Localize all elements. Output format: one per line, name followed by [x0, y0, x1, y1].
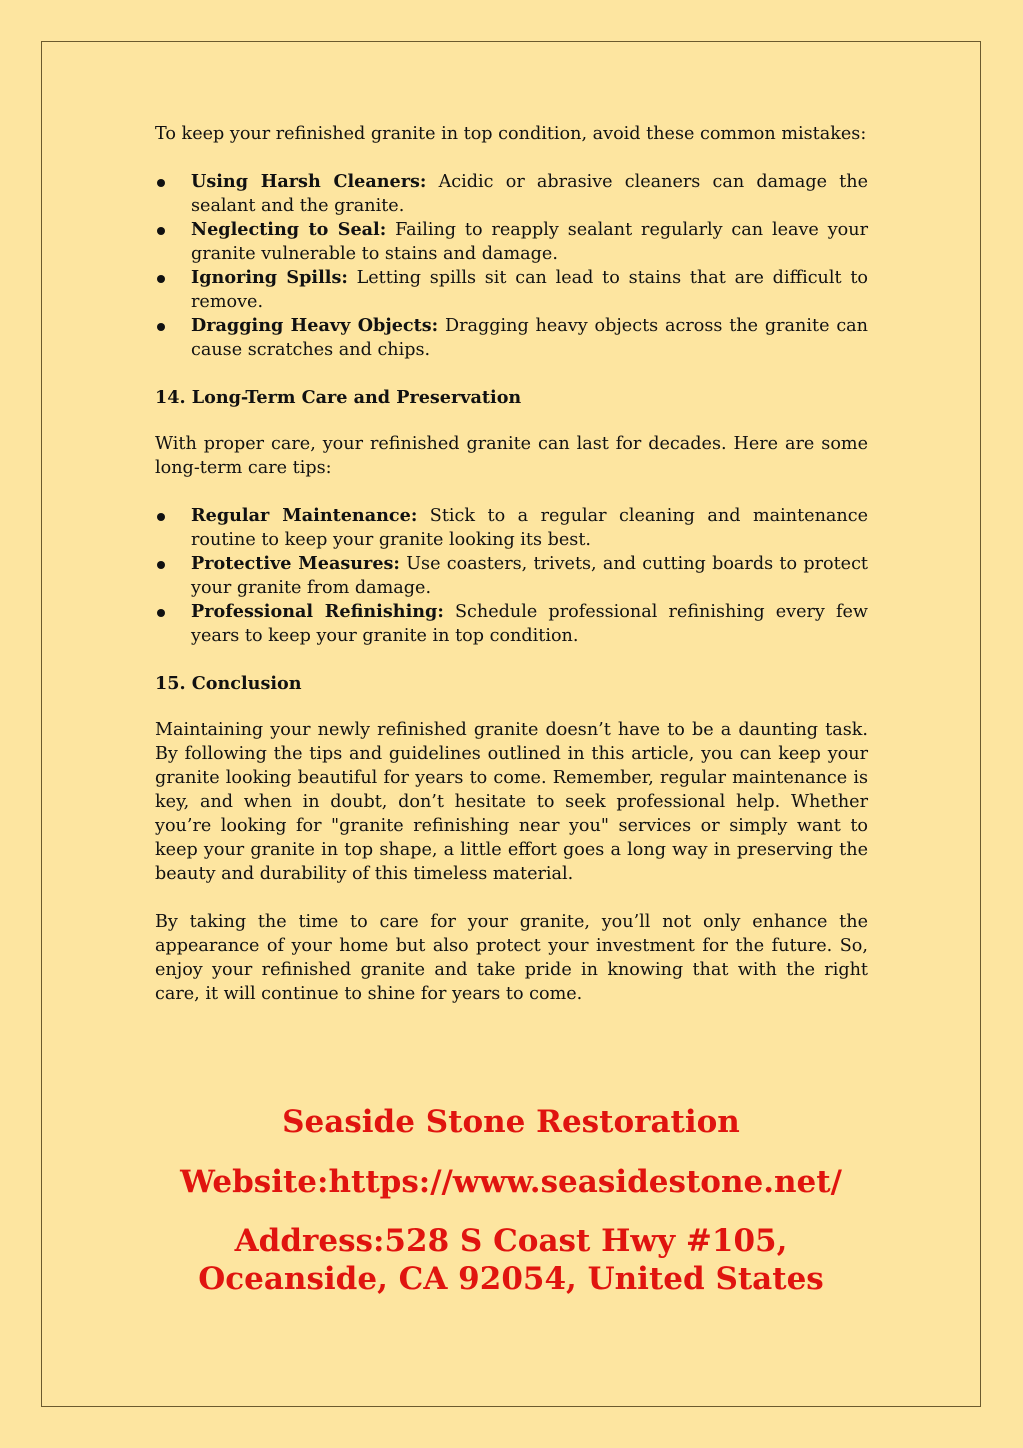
list-item-text: Failing to reapply sealant regularly can leave your granite vulnerable to stains and damage.: [191, 220, 868, 264]
website-link[interactable]: Website:https://www.seasidestone.net/: [180, 1164, 842, 1200]
address-line-2: Oceanside, CA 92054, United States: [198, 1261, 824, 1297]
section-15-heading: 15. Conclusion: [155, 673, 302, 694]
list-item: [155, 170, 868, 218]
company-name: Seaside Stone Restoration: [282, 1104, 740, 1140]
section-14-heading: 14. Long-Term Care and Preservation: [155, 387, 522, 408]
list-item-term: Neglecting to Seal:: [191, 219, 387, 240]
list-item: [155, 314, 868, 362]
section-14-intro: With proper care, your refinished granite can last for decades. Here are some long-term care tips:: [155, 434, 868, 478]
list-item-term: Dragging Heavy Objects:: [191, 315, 439, 336]
list-item: [155, 600, 868, 648]
list-item-text: Use coasters, trivets, and cutting boards to protect your granite from damage.: [191, 554, 868, 598]
list-item-text: Schedule professional refinishing every few years to keep your granite in top condition.: [191, 602, 868, 646]
list-item: [155, 504, 868, 552]
address-line-1: Address:528 S Coast Hwy #105,: [234, 1223, 788, 1259]
conclusion-paragraph-1: Maintaining your newly refinished granite doesn’t have to be a daunting task. By following the tips and guidelines outlined in this article, you can keep your granite looking beautiful for years to come. Remember, regular maintenance is key, and when in doubt, don’t hesitate to seek professional help. Whether you’re looking for "granite refinishing near you" services or simply want to keep your granite in top shape, a little effort goes a long way in preserving the beauty and durability of this timeless material.: [155, 720, 868, 884]
list-item-term: Using Harsh Cleaners:: [191, 171, 427, 192]
list-item-text: Letting spills sit can lead to stains that are difficult to remove.: [191, 268, 868, 312]
list-item: [155, 218, 868, 266]
mistakes-intro: To keep your refinished granite in top condition, avoid these common mistakes:: [155, 124, 867, 144]
care-tips-list: [155, 504, 868, 648]
list-item-term: Professional Refinishing:: [191, 601, 444, 622]
mistakes-list: [155, 170, 868, 362]
list-item-text: Dragging heavy objects across the granite can cause scratches and chips.: [191, 316, 868, 360]
list-item: [155, 266, 868, 314]
list-item: [155, 552, 868, 600]
address: [41, 1222, 981, 1298]
article-body: [155, 122, 868, 1030]
conclusion-paragraph-2: By taking the time to care for your granite, you’ll not only enhance the appearance of your home but also protect your investment for the future. So, enjoy your refinished granite and take pride in knowing that with the right care, it will continue to shine for years to come.: [155, 912, 868, 1004]
list-item-term: Regular Maintenance:: [191, 505, 418, 526]
list-item-term: Ignoring Spills:: [191, 267, 348, 288]
company-footer: [41, 1102, 981, 1318]
list-item-term: Protective Measures:: [191, 553, 400, 574]
list-item-text: Acidic or abrasive cleaners can damage the sealant and the granite.: [191, 172, 868, 216]
list-item-text: Stick to a regular cleaning and maintenance routine to keep your granite looking its best.: [191, 506, 868, 550]
